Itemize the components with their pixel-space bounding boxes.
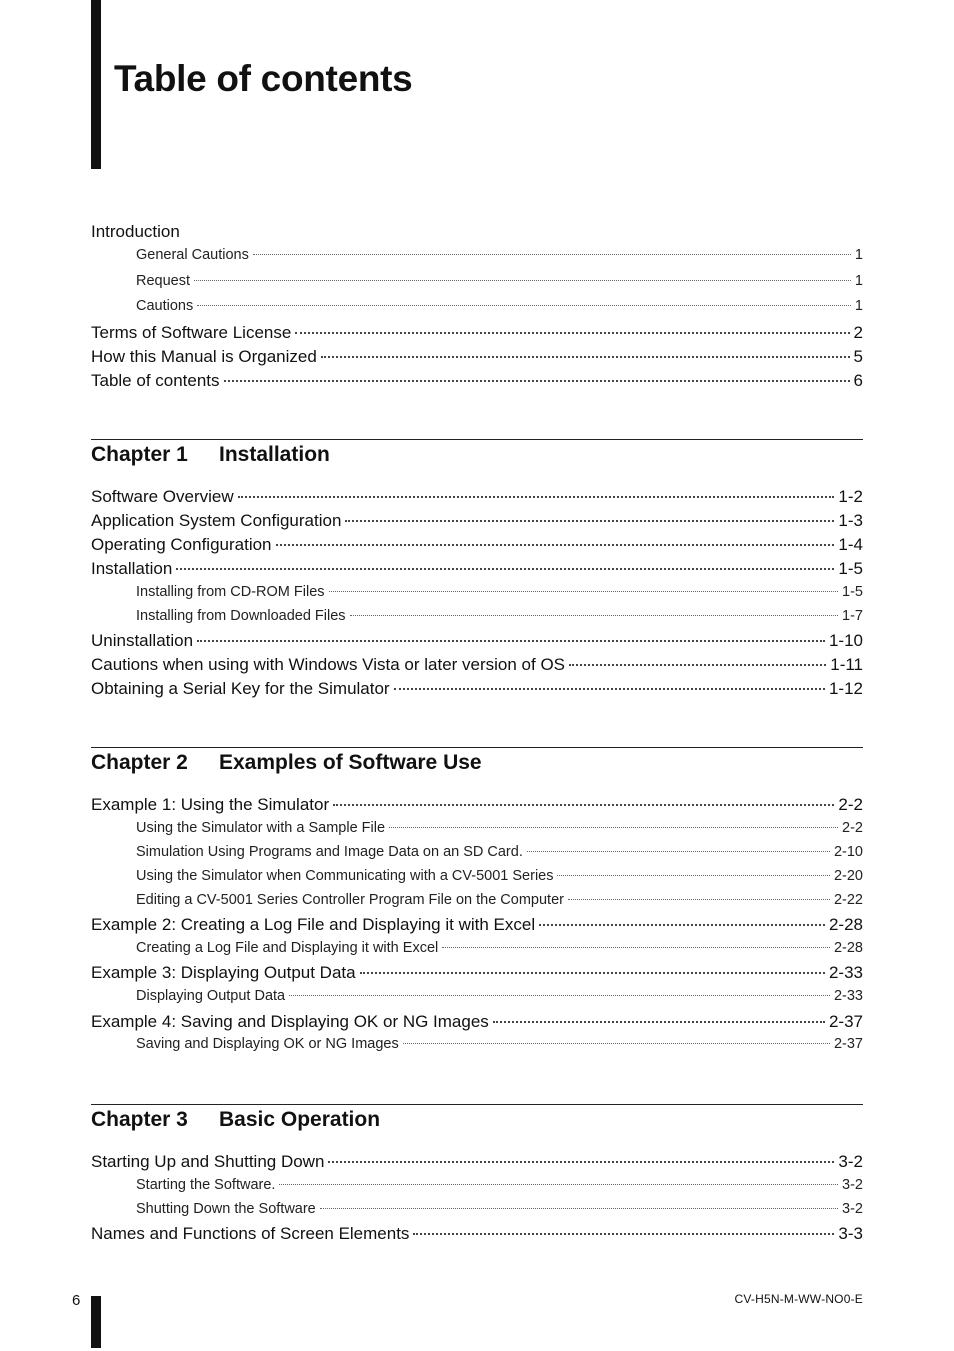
dot-leader xyxy=(328,1160,834,1163)
toc-entry-label: Creating a Log File and Displaying it with Excel xyxy=(136,940,439,956)
dot-leader xyxy=(568,898,830,900)
dot-leader xyxy=(197,304,851,306)
toc-entry-label: Starting Up and Shutting Down xyxy=(91,1152,325,1171)
toc-entry-label: Uninstallation xyxy=(91,631,194,650)
toc-entry[interactable] xyxy=(91,1012,863,1032)
toc-entry[interactable] xyxy=(136,844,863,860)
chapter-number: Chapter 2 xyxy=(91,751,188,774)
toc-entry-page: 1-2 xyxy=(838,487,863,506)
dot-leader xyxy=(329,590,839,592)
toc-entry[interactable] xyxy=(91,347,863,367)
toc-entry-label: Application System Configuration xyxy=(91,511,342,530)
toc-entry-label: Starting the Software. xyxy=(136,1177,276,1193)
dot-leader xyxy=(413,1232,834,1235)
toc-entry-label: Example 4: Saving and Displaying OK or NG Images xyxy=(91,1012,489,1031)
dot-leader xyxy=(320,1207,838,1209)
toc-entry-page: 1 xyxy=(854,247,863,263)
toc-entry-label: How this Manual is Organized xyxy=(91,347,317,366)
toc-entry-label: Example 2: Creating a Log File and Displaying it with Excel xyxy=(91,915,536,934)
dot-leader xyxy=(279,1183,838,1185)
toc-entry[interactable] xyxy=(136,608,863,624)
toc-entry-page: 1-5 xyxy=(838,559,863,578)
toc-entry-page: 1-10 xyxy=(828,631,863,650)
toc-entry-label: Saving and Displaying OK or NG Images xyxy=(136,1036,399,1052)
toc-entry-page: 2-28 xyxy=(828,915,863,934)
toc-entry-label: Installation xyxy=(91,559,173,578)
dot-leader xyxy=(333,803,834,806)
toc-entry[interactable] xyxy=(91,655,863,675)
toc-entry[interactable] xyxy=(136,1036,863,1052)
toc-entry[interactable] xyxy=(136,1201,863,1217)
dot-leader xyxy=(557,874,829,876)
dot-leader xyxy=(253,253,851,255)
page-title: Table of contents xyxy=(114,58,413,99)
toc-entry-label: Names and Functions of Screen Elements xyxy=(91,1224,410,1243)
toc-entry-page: 2-33 xyxy=(828,963,863,982)
chapter-title: Basic Operation xyxy=(219,1108,381,1131)
toc-entry[interactable] xyxy=(91,511,863,531)
toc-entry[interactable] xyxy=(136,820,863,836)
toc-entry[interactable] xyxy=(91,631,863,651)
dot-leader xyxy=(360,971,825,974)
toc-entry-label: Introduction xyxy=(91,222,180,241)
toc-entry[interactable] xyxy=(136,988,863,1004)
toc-entry-page: 3-2 xyxy=(838,1152,863,1171)
toc-entry-label: Displaying Output Data xyxy=(136,988,286,1004)
page-number: 6 xyxy=(72,1292,81,1309)
toc-entry[interactable] xyxy=(91,915,863,935)
chapter-divider xyxy=(91,747,863,748)
dot-leader xyxy=(527,850,830,852)
dot-leader xyxy=(224,379,850,382)
toc-entry[interactable] xyxy=(91,487,863,507)
toc-entry[interactable] xyxy=(91,795,863,815)
toc-entry[interactable] xyxy=(91,222,863,242)
toc-entry-page: 1 xyxy=(854,298,863,314)
dot-leader xyxy=(238,495,835,498)
toc-entry[interactable] xyxy=(91,535,863,555)
dot-leader xyxy=(569,663,826,666)
toc-entry-label: General Cautions xyxy=(136,247,249,263)
chapter-title: Installation xyxy=(219,443,330,466)
toc-entry-label: Using the Simulator when Communicating with a CV-5001 Series xyxy=(136,868,554,884)
toc-entry-label: Example 3: Displaying Output Data xyxy=(91,963,356,982)
footer-bar-decoration xyxy=(91,1296,101,1348)
toc-entry-label: Cautions xyxy=(136,298,194,314)
chapter-2-heading xyxy=(91,751,482,775)
toc-entry-label: Editing a CV-5001 Series Controller Program File on the Computer xyxy=(136,892,564,908)
toc-entry[interactable] xyxy=(91,679,863,699)
toc-entry-page: 2-2 xyxy=(838,795,863,814)
toc-entry[interactable] xyxy=(91,323,863,343)
toc-entry[interactable] xyxy=(136,940,863,956)
toc-entry-page: 2-37 xyxy=(828,1012,863,1031)
toc-entry-page: 6 xyxy=(853,371,863,390)
toc-entry[interactable] xyxy=(91,559,863,579)
dot-leader xyxy=(539,923,825,926)
toc-entry-page: 2-33 xyxy=(833,988,863,1004)
dot-leader xyxy=(176,567,834,570)
dot-leader xyxy=(493,1020,825,1023)
chapter-number: Chapter 3 xyxy=(91,1108,188,1131)
toc-entry-label: Obtaining a Serial Key for the Simulator xyxy=(91,679,390,698)
toc-entry-page: 1-5 xyxy=(842,584,863,600)
toc-entry-page: 2-22 xyxy=(833,892,863,908)
toc-entry[interactable] xyxy=(91,963,863,983)
toc-entry-label: Software Overview xyxy=(91,487,234,506)
toc-entry-label: Using the Simulator with a Sample File xyxy=(136,820,386,836)
toc-entry-page: 1-7 xyxy=(842,608,863,624)
chapter-3-heading xyxy=(91,1108,380,1132)
toc-entry-label: Installing from Downloaded Files xyxy=(136,608,346,624)
chapter-divider xyxy=(91,439,863,440)
document-code: CV-H5N-M-WW-NO0-E xyxy=(734,1292,863,1306)
toc-entry-page: 1-4 xyxy=(838,535,863,554)
toc-entry-label: Example 1: Using the Simulator xyxy=(91,795,330,814)
dot-leader xyxy=(197,639,825,642)
toc-entry[interactable] xyxy=(136,584,863,600)
toc-entry-page: 5 xyxy=(853,347,863,366)
toc-entry-page: 2-10 xyxy=(833,844,863,860)
chapter-1-heading xyxy=(91,443,330,467)
dot-leader xyxy=(194,279,851,281)
toc-entry[interactable] xyxy=(91,371,863,391)
dot-leader xyxy=(276,543,835,546)
toc-entry[interactable] xyxy=(136,868,863,884)
toc-entry-page: 3-2 xyxy=(842,1177,863,1193)
title-bar-decoration xyxy=(91,0,101,169)
dot-leader xyxy=(389,826,838,828)
toc-entry[interactable] xyxy=(136,892,863,908)
toc-entry-label: Request xyxy=(136,273,191,289)
toc-entry-label: Operating Configuration xyxy=(91,535,272,554)
dot-leader xyxy=(289,994,830,996)
toc-entry[interactable] xyxy=(136,273,863,289)
dot-leader xyxy=(442,946,830,948)
toc-entry[interactable] xyxy=(136,298,863,314)
toc-entry-label: Terms of Software License xyxy=(91,323,292,342)
chapter-number: Chapter 1 xyxy=(91,443,188,466)
toc-entry[interactable] xyxy=(136,1177,863,1193)
toc-entry-page: 1-11 xyxy=(830,655,863,674)
dot-leader xyxy=(350,614,838,616)
dot-leader xyxy=(321,355,850,358)
dot-leader xyxy=(403,1042,830,1044)
toc-entry-label: Cautions when using with Windows Vista or later version of OS xyxy=(91,655,566,674)
toc-entry-page: 2-37 xyxy=(833,1036,863,1052)
toc-entry-page: 2-20 xyxy=(833,868,863,884)
toc-entry-label: Installing from CD-ROM Files xyxy=(136,584,325,600)
toc-entry-page: 2 xyxy=(853,323,863,342)
toc-entry-page: 3-2 xyxy=(842,1201,863,1217)
toc-entry[interactable] xyxy=(91,1224,863,1244)
toc-entry-page: 3-3 xyxy=(838,1224,863,1243)
toc-entry-label: Simulation Using Programs and Image Data on an SD Card. xyxy=(136,844,523,860)
toc-entry-label: Table of contents xyxy=(91,371,220,390)
chapter-divider xyxy=(91,1104,863,1105)
toc-entry[interactable] xyxy=(136,247,863,263)
toc-entry[interactable] xyxy=(91,1152,863,1172)
toc-entry-page: 1-12 xyxy=(828,679,863,698)
toc-entry-page: 2-2 xyxy=(842,820,863,836)
dot-leader xyxy=(295,331,849,334)
dot-leader xyxy=(345,519,834,522)
toc-entry-page: 1-3 xyxy=(838,511,863,530)
dot-leader xyxy=(394,687,825,690)
toc-entry-label: Shutting Down the Software xyxy=(136,1201,316,1217)
chapter-title: Examples of Software Use xyxy=(219,751,482,774)
toc-entry-page: 2-28 xyxy=(833,940,863,956)
toc-entry-page: 1 xyxy=(854,273,863,289)
